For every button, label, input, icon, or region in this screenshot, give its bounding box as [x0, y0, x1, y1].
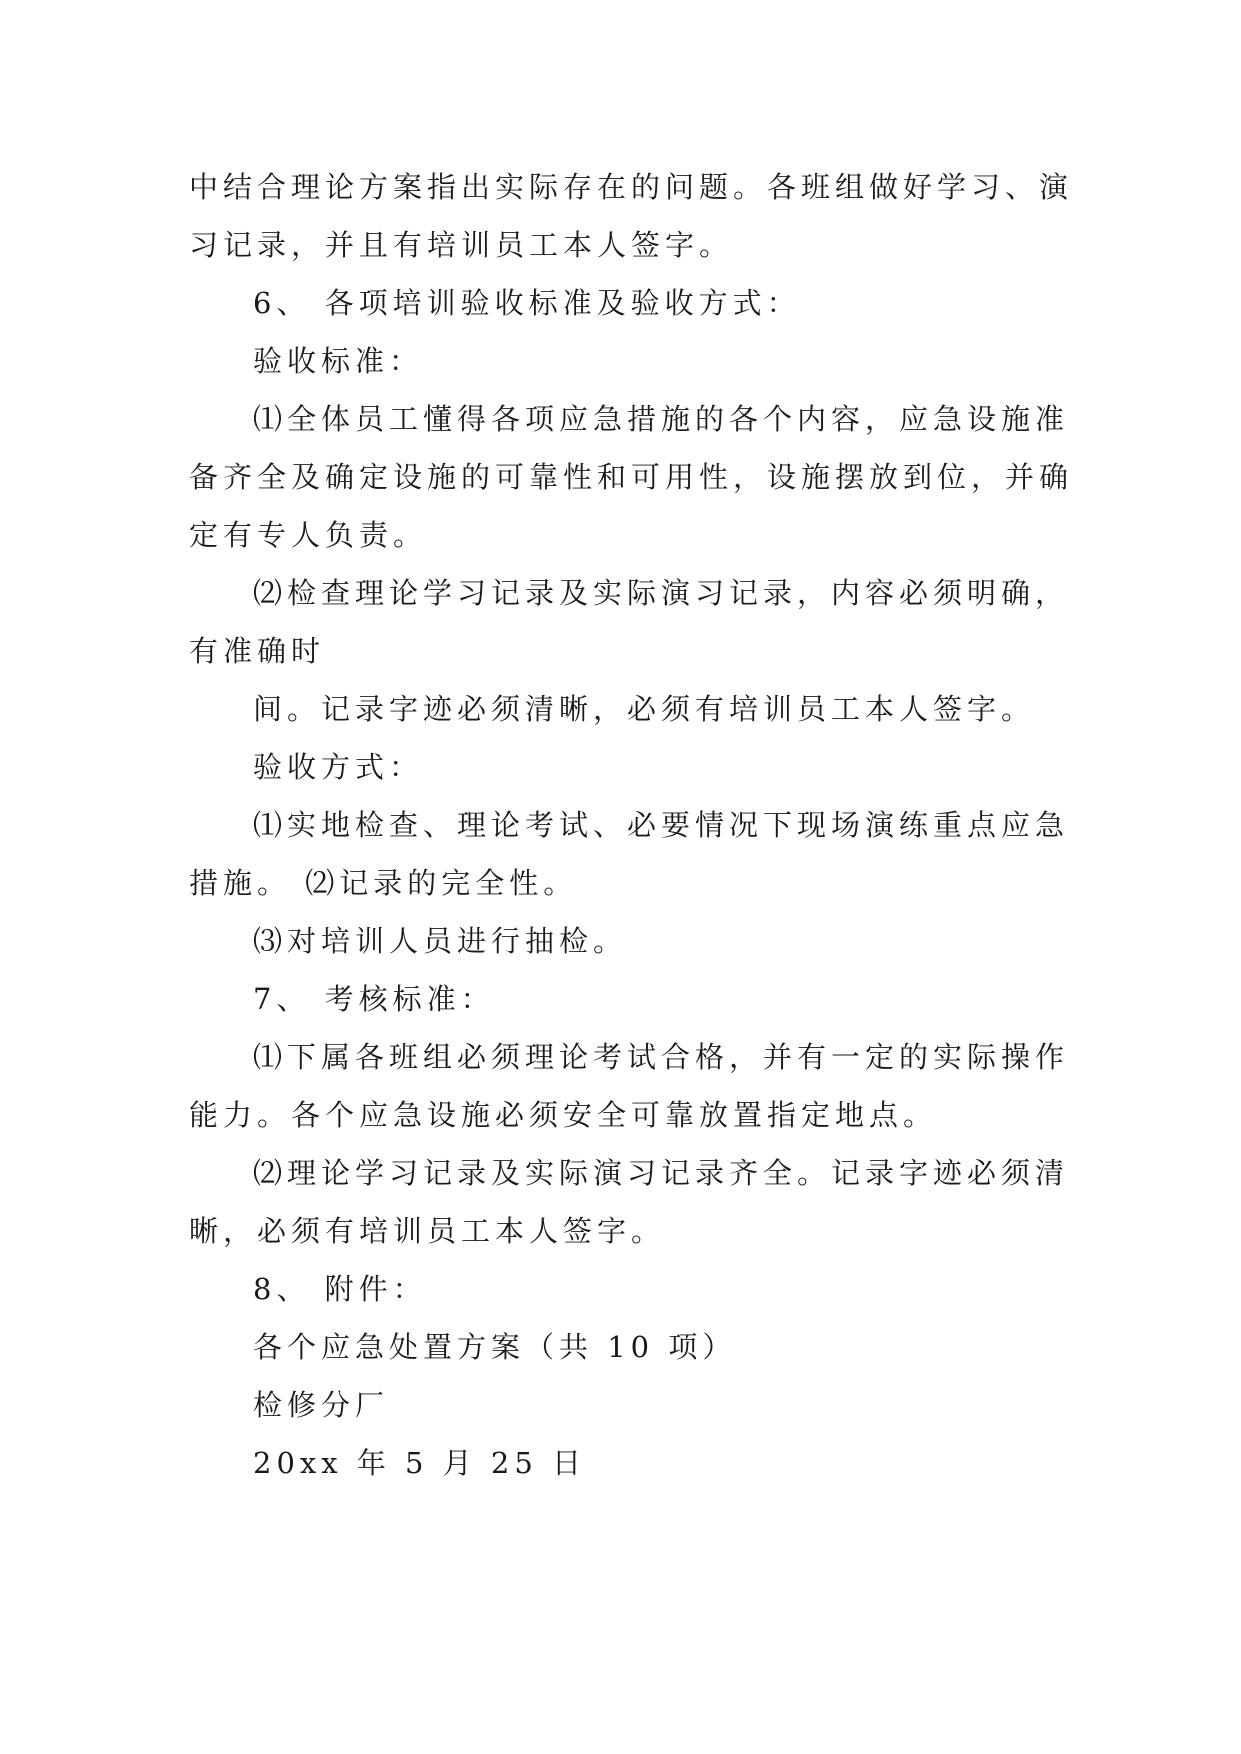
text-line: 措施。 ⑵记录的完全性。 — [189, 866, 578, 900]
text-line: 能力。各个应急设施必须安全可靠放置指定地点。 — [189, 1098, 938, 1132]
text-line: 有准确时 — [189, 634, 326, 668]
section-heading-6: 6、 各项培训验收标准及验收方式： — [253, 286, 801, 320]
text-line: ⑶对培训人员进行抽检。 — [253, 924, 628, 958]
signature-department: 检修分厂 — [253, 1388, 390, 1422]
text-line: 备齐全及确定设施的可靠性和可用性，设施摆放到位，并确 — [189, 460, 1074, 494]
text-line: 中结合理论方案指出实际存在的问题。各班组做好学习、演 — [189, 170, 1074, 204]
text-line: ⑴实地检查、理论考试、必要情况下现场演练重点应急 — [253, 808, 1070, 842]
text-line: 习记录，并且有培训员工本人签字。 — [189, 228, 734, 262]
text-line: 间。记录字迹必须清晰，必须有培训员工本人签字。 — [253, 692, 1036, 726]
signature-date: 20xx 年 5 月 25 日 — [253, 1446, 587, 1480]
text-line: ⑵检查理论学习记录及实际演习记录，内容必须明确， — [253, 576, 1070, 610]
subheading-acceptance-standard: 验收标准： — [253, 344, 424, 378]
text-line: 定有专人负责。 — [189, 518, 428, 552]
document-body — [189, 158, 1074, 1492]
text-line: 晰，必须有培训员工本人签字。 — [189, 1214, 666, 1248]
text-line: ⑵理论学习记录及实际演习记录齐全。记录字迹必须清 — [253, 1156, 1070, 1190]
text-line: ⑴全体员工懂得各项应急措施的各个内容，应急设施准 — [253, 402, 1070, 436]
section-heading-7: 7、 考核标准： — [253, 982, 495, 1016]
attachment-line: 各个应急处置方案（共 10 项） — [253, 1330, 737, 1364]
text-line: ⑴下属各班组必须理论考试合格，并有一定的实际操作 — [253, 1040, 1070, 1074]
subheading-acceptance-method: 验收方式： — [253, 750, 424, 784]
section-heading-8: 8、 附件： — [253, 1272, 427, 1306]
